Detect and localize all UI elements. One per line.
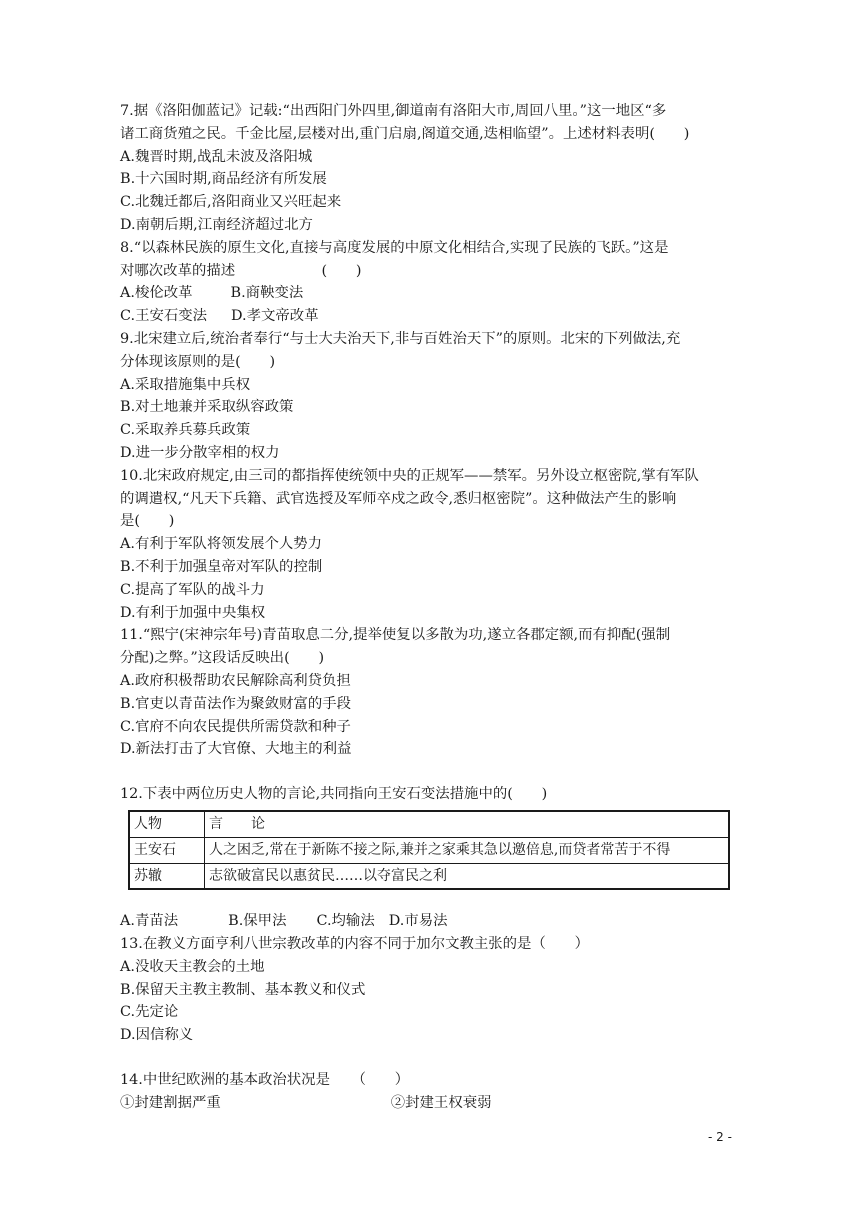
- table-header-row: [129, 811, 729, 837]
- option-row: [120, 1092, 740, 1115]
- question-11: [120, 624, 740, 761]
- table-header-cell: 言 论: [205, 811, 730, 837]
- question-stem: 11.“熙宁(宋神宗年号)青苗取息二分,提举使复以多散为功,遂立各郡定额,而有抑配(强制: [120, 627, 671, 644]
- option-d: D.市易法: [388, 913, 448, 930]
- quote-table: [128, 810, 730, 890]
- question-stem: 13.在教义方面亨利八世宗教改革的内容不同于加尔文教主张的是（ ）: [120, 936, 589, 953]
- option-1: ①封建割据严重: [120, 1094, 221, 1111]
- question-stem: 的调遣权,“凡天下兵籍、武官选授及军师卒戍之政令,悉归枢密院”。这种做法产生的影响: [120, 490, 677, 507]
- spacer: [120, 761, 740, 783]
- option-c: C.官府不向农民提供所需贷款和种子: [120, 718, 351, 735]
- option-d: D.因信称义: [120, 1027, 194, 1044]
- question-8: [120, 237, 740, 328]
- question-13: [120, 933, 740, 1047]
- question-12: [120, 783, 740, 933]
- option-d: D.孝文帝改革: [231, 308, 319, 325]
- table-row: [129, 863, 729, 889]
- table-row: [129, 837, 729, 863]
- option-c: C.采取养兵募兵政策: [120, 422, 251, 439]
- option-d: D.新法打击了大官僚、大地主的利益: [120, 741, 352, 758]
- question-content: [120, 100, 740, 1115]
- option-a: A.采取措施集中兵权: [120, 376, 251, 393]
- option-b: B.十六国时期,商品经济有所发展: [120, 171, 327, 188]
- question-stem: 9.北宋建立后,统治者奉行“与士大夫治天下,非与百姓治天下”的原则。北宋的下列做法,充: [120, 330, 681, 347]
- question-9: [120, 328, 740, 465]
- option-a: A.青苗法: [120, 913, 179, 930]
- table-cell: 王安石: [129, 837, 205, 863]
- option-b: B.保甲法: [228, 913, 287, 930]
- question-stem: 诸工商货殖之民。千金比屋,层楼对出,重门启扇,阁道交通,迭相临望”。上述材料表明( ): [120, 125, 690, 142]
- option-d: D.有利于加强中央集权: [120, 604, 266, 621]
- question-10: [120, 465, 740, 625]
- option-c: C.王安石变法: [120, 308, 208, 325]
- option-a: A.政府积极帮助农民解除高利贷负担: [120, 672, 351, 689]
- option-a: A.没收天主教会的土地: [120, 958, 265, 975]
- question-14: [120, 1069, 740, 1115]
- option-d: D.进一步分散宰相的权力: [120, 444, 280, 461]
- page-number: - 2 -: [708, 1130, 732, 1144]
- option-b: B.保留天主教主教制、基本教义和仪式: [120, 981, 366, 998]
- question-stem: 12.下表中两位历史人物的言论,共同指向王安石变法措施中的( ): [120, 786, 548, 803]
- table-cell: 志欲破富民以惠贫民……以夺富民之利: [205, 863, 730, 889]
- question-stem: 8.“以森林民族的原生文化,直接与高度发展的中原文化相结合,实现了民族的飞跃。”这是: [120, 239, 669, 256]
- question-stem: 10.北宋政府规定,由三司的都指挥使统领中央的正规军——禁军。另外设立枢密院,掌有军队: [120, 467, 699, 484]
- option-b: B.不利于加强皇帝对军队的控制: [120, 558, 323, 575]
- option-2: ②封建王权衰弱: [390, 1094, 492, 1111]
- option-b: B.商鞅变法: [230, 285, 304, 302]
- table-cell: 人之困乏,常在于新陈不接之际,兼并之家乘其急以邀倍息,而贷者常苦于不得: [205, 837, 730, 863]
- spacer: [120, 890, 740, 910]
- option-row: [120, 910, 740, 933]
- question-stem: 分体现该原则的是( ): [120, 353, 276, 370]
- question-stem: 对哪次改革的描述 ( ): [120, 262, 362, 279]
- option-a: A.魏晋时期,战乱未波及洛阳城: [120, 148, 313, 165]
- option-b: B.对土地兼并采取纵容政策: [120, 399, 294, 416]
- question-stem: 14.中世纪欧洲的基本政治状况是 （ ）: [120, 1072, 410, 1089]
- option-row: [120, 305, 740, 328]
- spacer: [120, 1047, 740, 1069]
- option-c: C.均输法: [316, 913, 375, 930]
- option-c: C.北魏迁都后,洛阳商业又兴旺起来: [120, 194, 342, 211]
- question-stem: 是( ): [120, 513, 175, 530]
- question-7: [120, 100, 740, 237]
- option-row: [120, 282, 740, 305]
- option-c: C.提高了军队的战斗力: [120, 581, 265, 598]
- option-b: B.官吏以青苗法作为聚敛财富的手段: [120, 695, 352, 712]
- question-stem: 7.据《洛阳伽蓝记》记载:“出西阳门外四里,御道南有洛阳大市,周回八里。”这一地区“多: [120, 103, 667, 119]
- option-d: D.南朝后期,江南经济超过北方: [120, 216, 313, 233]
- option-a: A.梭伦改革: [120, 285, 193, 302]
- table-header-cell: 人物: [129, 811, 205, 837]
- question-stem: 分配)之弊。”这段话反映出( ): [120, 650, 325, 667]
- table-cell: 苏辙: [129, 863, 205, 889]
- option-c: C.先定论: [120, 1004, 179, 1021]
- option-a: A.有利于军队将领发展个人势力: [120, 536, 323, 553]
